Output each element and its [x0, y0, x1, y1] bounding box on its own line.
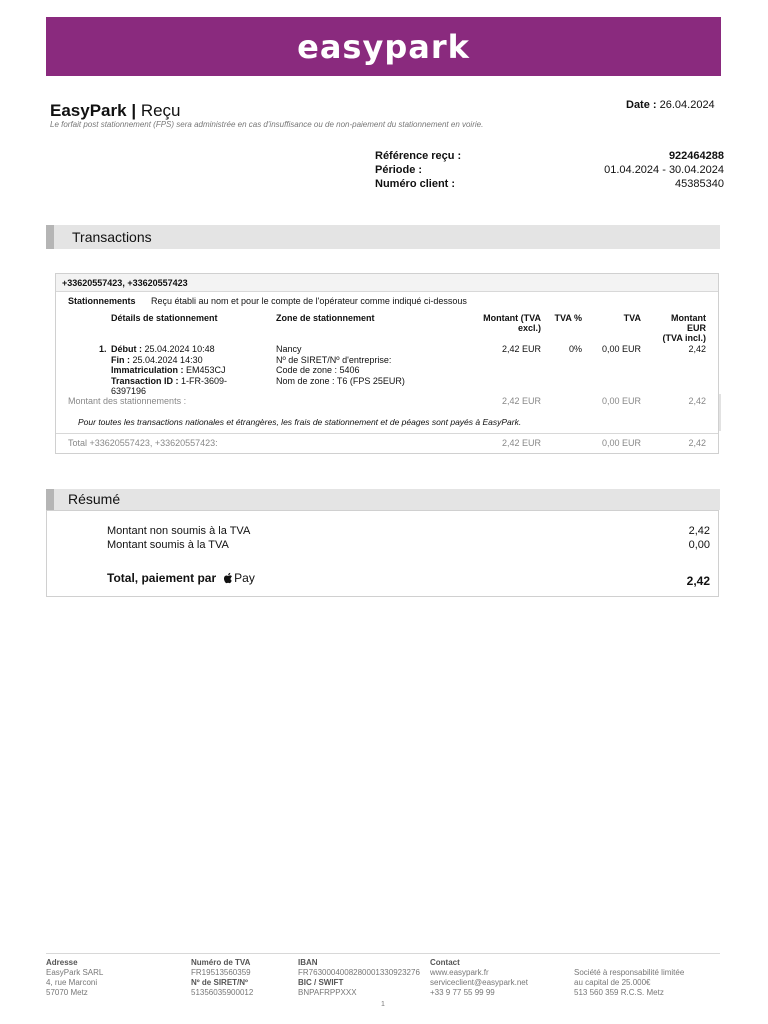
footer-address-title: Adresse	[46, 958, 78, 967]
column-header-vat-pct: TVA %	[554, 313, 582, 323]
footer-vat-number: FR19513560359	[191, 968, 251, 977]
column-header-amount-excl	[483, 313, 541, 333]
easypark-logo: easypark	[297, 27, 470, 66]
zone-name: Nom de zone : T6 (FPS 25EUR)	[276, 375, 405, 386]
phone-header: +33620557423, +33620557423	[62, 278, 188, 288]
start-label: Début :	[111, 344, 142, 354]
footer-iban-title: IBAN	[298, 958, 318, 967]
row-amount-incl: 2,42	[688, 344, 706, 354]
end-label: Fin :	[111, 354, 130, 365]
reference-value: 922464288	[668, 150, 724, 162]
divider	[56, 433, 718, 434]
zone-siret: Nº de SIRET/Nº d'entreprise:	[276, 354, 392, 365]
page-subtitle: Le forfait post stationnement (FPS) sera administrée en cas d'insuffisance ou de non-paiement du stationnement en voirie.	[50, 120, 484, 129]
title-separator: |	[131, 101, 137, 120]
transaction-id-value: 1-FR-3609-	[181, 375, 228, 386]
footer-address-line: 4, rue Marconi	[46, 978, 98, 987]
footer-iban	[298, 958, 420, 998]
summary-section-header	[46, 489, 720, 510]
period-label: Période :	[375, 164, 423, 176]
column-header-details: Détails de stationnement	[111, 313, 218, 323]
total-label: Total +33620557423, +33620557423:	[68, 438, 218, 448]
row-index: 1.	[99, 344, 107, 354]
footer-website-link[interactable]: www.easypark.fr	[430, 968, 489, 977]
zone-city: Nancy	[276, 344, 302, 354]
subtotal-vat: 0,00 EUR	[601, 396, 641, 406]
row-edge-shadow	[719, 394, 721, 431]
amount-excl-line-2: excl.)	[517, 323, 541, 333]
page-number: 1	[381, 1001, 385, 1008]
payment-note: Pour toutes les transactions nationales et étrangères, les frais de stationnement et de péages sont payés à EasyPark.	[78, 417, 522, 427]
apple-logo-icon	[223, 572, 233, 584]
total-amount-incl: 2,42	[688, 438, 706, 448]
footer-siret-title: Nº de SIRET/Nº	[191, 978, 248, 987]
divider	[56, 291, 718, 292]
footer-email-link[interactable]: serviceclient@easypark.net	[430, 978, 528, 987]
period-value: 01.04.2024 - 30.04.2024	[604, 164, 724, 176]
zone-code: Code de zone : 5406	[276, 365, 360, 375]
start-value: 25.04.2024 10:48	[144, 344, 215, 354]
footer-contact	[430, 958, 528, 998]
date-value: 26.04.2024	[659, 99, 715, 111]
amount-excl-line-1: Montant (TVA	[483, 313, 541, 323]
apple-pay-mark	[223, 571, 255, 585]
parking-note: Reçu établi au nom et pour le compte de l'opérateur comme indiqué ci-dessous	[151, 296, 467, 306]
footer-phone: +33 9 77 55 99 99	[430, 988, 495, 997]
subtotal-label: Montant des stationnements :	[68, 396, 187, 406]
section-accent-bar	[46, 225, 54, 249]
footer-legal-line: Société à responsabilité limitée	[574, 968, 685, 977]
client-number-value: 45385340	[675, 178, 724, 190]
footer-siret-number: 51356035900012	[191, 988, 254, 997]
pay-label: Pay	[234, 571, 255, 585]
footer-address-line: EasyPark SARL	[46, 968, 104, 977]
summary-line-untaxed-value: 2,42	[688, 525, 710, 537]
total-amount-excl: 2,42 EUR	[501, 438, 541, 448]
row-vat-pct: 0%	[568, 344, 582, 354]
amount-incl-line-3: (TVA incl.)	[662, 333, 706, 343]
footer-bic-code: BNPAFRPPXXX	[298, 988, 357, 997]
subtotal-amount-excl: 2,42 EUR	[501, 396, 541, 406]
plate-label: Immatriculation :	[111, 365, 184, 375]
amount-incl-line-1: Montant	[671, 313, 706, 323]
footer-iban-number: FR7630004008280001330923276	[298, 968, 420, 977]
summary-total-value: 2,42	[686, 574, 710, 588]
footer-contact-title: Contact	[430, 958, 460, 967]
section-accent-bar	[46, 489, 54, 510]
amount-incl-line-2: EUR	[686, 323, 706, 333]
footer-legal-line: 513 560 359 R.C.S. Metz	[574, 988, 664, 997]
summary-total	[107, 571, 255, 585]
footer-vat	[191, 958, 253, 998]
client-number-label: Numéro client :	[375, 178, 456, 190]
summary-line-untaxed-label: Montant non soumis à la TVA	[107, 525, 251, 537]
company-name: EasyPark	[50, 101, 127, 120]
footer-vat-title: Numéro de TVA	[191, 958, 251, 967]
page-title	[50, 101, 181, 121]
parking-details	[111, 344, 261, 397]
column-header-zone: Zone de stationnement	[276, 313, 375, 323]
footer-legal	[574, 968, 684, 998]
parking-zone	[276, 344, 405, 386]
summary-line-taxed-value: 0,00	[688, 539, 710, 551]
brand-banner	[46, 17, 721, 76]
transaction-id-value-cont: 6397196	[111, 386, 147, 396]
receipt-date	[626, 99, 715, 111]
footer-bic-title: BIC / SWIFT	[298, 978, 344, 987]
date-label: Date :	[626, 99, 657, 111]
column-header-amount-incl	[663, 313, 707, 343]
subtotal-amount-incl: 2,42	[688, 396, 706, 406]
summary-line-taxed-label: Montant soumis à la TVA	[107, 539, 229, 551]
document-type: Reçu	[140, 101, 181, 120]
transactions-title: Transactions	[72, 229, 152, 245]
summary-total-label: Total, paiement par	[107, 571, 217, 585]
total-vat: 0,00 EUR	[601, 438, 641, 448]
reference-label: Référence reçu :	[375, 150, 462, 162]
footer-address-line: 57070 Metz	[46, 988, 88, 997]
end-value: 25.04.2024 14:30	[132, 354, 203, 365]
transaction-id-label: Transaction ID :	[111, 375, 179, 386]
footer-divider	[46, 953, 720, 954]
row-amount-excl: 2,42 EUR	[501, 344, 541, 354]
summary-title: Résumé	[68, 491, 121, 507]
transactions-section-header	[46, 225, 720, 249]
footer-address	[46, 958, 103, 998]
column-header-vat: TVA	[623, 313, 641, 323]
footer-legal-line: au capital de 25.000€	[574, 978, 651, 987]
row-vat: 0,00 EUR	[601, 344, 641, 354]
plate-value: EM453CJ	[186, 365, 226, 375]
parking-label: Stationnements	[68, 296, 136, 306]
